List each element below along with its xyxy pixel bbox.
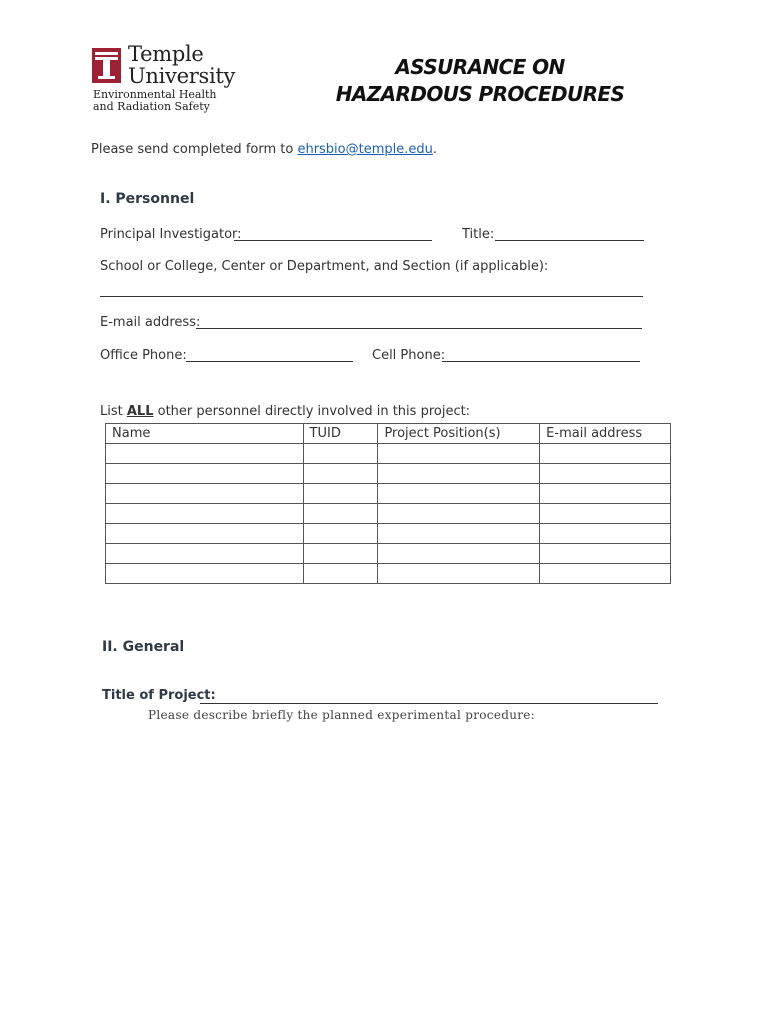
- table-cell-email[interactable]: [540, 544, 671, 564]
- table-cell-position[interactable]: [378, 564, 540, 584]
- office-phone-label: Office Phone:: [100, 348, 187, 363]
- table-cell-name[interactable]: [106, 544, 304, 564]
- describe-procedure-prompt: Please describe briefly the planned experimental procedure:: [148, 708, 536, 722]
- pi-label: Principal Investigator:: [100, 227, 242, 242]
- table-cell-position[interactable]: [378, 544, 540, 564]
- school-field[interactable]: [100, 296, 643, 297]
- cell-phone-field[interactable]: [442, 361, 640, 362]
- table-cell-tuid[interactable]: [303, 484, 378, 504]
- cell-phone-label: Cell Phone:: [372, 348, 446, 363]
- intro-text: [91, 142, 437, 157]
- table-cell-tuid[interactable]: [303, 464, 378, 484]
- table-row: [106, 484, 671, 504]
- table-cell-tuid[interactable]: [303, 564, 378, 584]
- table-cell-name[interactable]: [106, 484, 304, 504]
- title-field[interactable]: [495, 240, 644, 241]
- table-row: [106, 464, 671, 484]
- table-cell-email[interactable]: [540, 504, 671, 524]
- list-suffix: other personnel directly involved in this project:: [153, 404, 471, 419]
- section-general-heading: II. General: [102, 639, 185, 655]
- form-title-line-2: HAZARDOUS PROCEDURES: [335, 82, 625, 106]
- table-cell-name[interactable]: [106, 504, 304, 524]
- table-cell-email[interactable]: [540, 564, 671, 584]
- logo-subtitle-1: Environmental Health: [93, 88, 217, 101]
- table-row: [106, 444, 671, 464]
- list-personnel-instruction: [100, 404, 470, 419]
- table-cell-position[interactable]: [378, 464, 540, 484]
- intro-suffix: .: [432, 142, 438, 157]
- table-cell-position[interactable]: [378, 524, 540, 544]
- email-label: E-mail address:: [100, 315, 201, 330]
- table-cell-name[interactable]: [106, 464, 304, 484]
- table-cell-tuid[interactable]: [303, 524, 378, 544]
- table-cell-tuid[interactable]: [303, 444, 378, 464]
- table-cell-name[interactable]: [106, 524, 304, 544]
- table-cell-email[interactable]: [540, 464, 671, 484]
- table-cell-name[interactable]: [106, 564, 304, 584]
- table-cell-tuid[interactable]: [303, 504, 378, 524]
- column-header-name: Name: [106, 424, 304, 444]
- table-cell-name[interactable]: [106, 444, 304, 464]
- table-header-row: [106, 424, 671, 444]
- table-row: [106, 524, 671, 544]
- table-cell-email[interactable]: [540, 444, 671, 464]
- form-title-line-1: ASSURANCE ON: [395, 55, 565, 79]
- personnel-table: [105, 423, 671, 584]
- table-cell-position[interactable]: [378, 444, 540, 464]
- section-personnel-heading: I. Personnel: [100, 191, 195, 207]
- pi-field[interactable]: [234, 240, 432, 241]
- table-row: [106, 564, 671, 584]
- title-label: Title:: [462, 227, 495, 242]
- intro-prefix: Please send completed form to: [91, 142, 298, 157]
- table-row: [106, 544, 671, 564]
- logo-subtitle-2: and Radiation Safety: [93, 100, 210, 113]
- table-cell-email[interactable]: [540, 524, 671, 544]
- column-header-email: E-mail address: [540, 424, 671, 444]
- project-title-field[interactable]: [200, 703, 658, 704]
- email-field[interactable]: [196, 328, 642, 329]
- column-header-position: Project Position(s): [378, 424, 540, 444]
- logo-text-temple: Temple: [128, 42, 204, 66]
- logo-text-university: University: [128, 64, 236, 88]
- list-all-emphasis: ALL: [126, 404, 154, 419]
- table-cell-position[interactable]: [378, 504, 540, 524]
- table-cell-email[interactable]: [540, 484, 671, 504]
- project-title-label: Title of Project:: [102, 688, 216, 703]
- list-prefix: List: [100, 404, 127, 419]
- email-link[interactable]: ehrsbio@temple.edu: [297, 142, 433, 157]
- office-phone-field[interactable]: [186, 361, 353, 362]
- table-cell-tuid[interactable]: [303, 544, 378, 564]
- column-header-tuid: TUID: [303, 424, 378, 444]
- table-row: [106, 504, 671, 524]
- temple-t-logo-icon: [92, 48, 121, 83]
- school-label: School or College, Center or Department, and Section (if applicable):: [100, 259, 549, 274]
- table-cell-position[interactable]: [378, 484, 540, 504]
